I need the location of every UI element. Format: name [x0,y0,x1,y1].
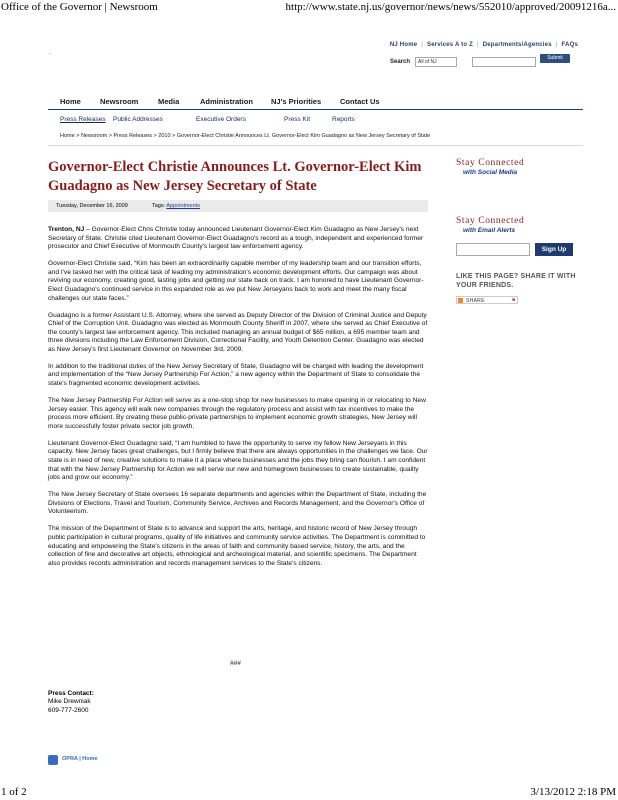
separator: | [555,42,558,48]
social-media-link[interactable]: with Social Media [463,169,518,176]
email-input[interactable] [456,243,530,256]
email-alerts-label: with Email Alerts [463,227,516,234]
subnav-executive-orders[interactable]: Executive Orders [196,116,246,123]
nav-media[interactable]: Media [158,97,180,106]
social-title: Stay Connected [456,158,525,168]
subnav-public-addresses[interactable]: Public Addresses [113,116,163,123]
search-scope-select[interactable]: All of NJ [415,57,457,67]
separator: | [421,42,424,48]
paragraph: In addition to the traditional duties of the New Jersey Secretary of State, Guadagno will be charged with leading the development and implementation of the “New Jersey Partnership For Action,” a new agency within the Department of State to consolidate the state's fragmented economic development activities. [48,362,424,388]
print-url: http://www.state.nj.us/governor/news/news/552010/approved/20091216a... [285,1,616,13]
paragraph: The New Jersey Partnership For Action will serve as a one-stop shop for new businesses to make opening in or relocating to New Jersey easier. This agency will walk new companies through the regulatory process and assist with tax incentives to make the process more efficient. By creating these public-private partnerships to implement economic growth strategies, New Jersey will more successfully foster private sector job growth. [48,397,426,430]
share-plus-icon: ■ [511,297,515,303]
article-meta [48,200,428,212]
press-contact-name: Mike Drewniak [48,698,91,706]
nav-administration[interactable]: Administration [200,97,253,106]
paragraph-text: – Governor-Elect Chris Christie today announced Lieutenant Governor-Elect Kim Guadagno as New Jersey's next Secretary of State. Christie cited Lieutenant Governor-Elect Guadagno's record as a tough, independent and experienced former prosecutor and Chief Executive of Monmouth County's largest law enforcement agency. [48,226,424,251]
article-title: Governor-Elect Christie Announces Lt. Governor-Elect Kim Guadagno as New Jersey Secretary of State [48,159,422,194]
utility-link-departments[interactable]: Departments/Agencies [482,42,552,48]
nav-newsroom[interactable]: Newsroom [100,97,139,106]
share-button[interactable] [456,296,518,304]
sign-up-button[interactable]: Sign Up [535,243,573,256]
nav-priorities[interactable]: NJ's Priorities [271,97,322,106]
article-date: Tuesday, December 16, 2009 [56,203,128,209]
paragraph: Guadagno is a former Assistant U.S. Attorney, where she served as Deputy Director of the Division of Criminal Justice and Deputy Chief of the Corruption Unit. Guadagno was elected as Monmouth County Sheriff in 2007, where she served as Chief Executive of the county's largest law enforcement agency. This included managing an annual budget of $65 million, a 695 member team and three divisions including the Law Enforcement Division, Correctional Facility, and Youth Detention Center. Guadagno was elected as New Jersey's first Lieutenant Governor on November 3rd, 2009. [48,311,428,353]
opra-label: OPRA | Home [62,756,98,762]
end-mark: ### [230,660,241,667]
print-page-title: Office of the Governor | Newsroom [1,1,158,13]
article-tags [152,203,200,209]
main-nav [48,94,583,110]
paragraph [48,226,428,252]
dot-mark: . [49,47,52,56]
share-label: SHARE [466,298,485,304]
search-bar [390,57,580,69]
nav-home[interactable]: Home [60,97,81,106]
opra-logo[interactable] [48,754,100,766]
press-contact-heading: Press Contact: [48,690,94,697]
subnav-press-kit[interactable]: Press Kit [284,116,311,123]
utility-link-nj-home[interactable]: NJ Home [389,42,418,48]
opra-icon [48,755,58,765]
print-page-count: 1 of 2 [1,786,27,798]
print-header [0,0,618,16]
breadcrumb[interactable]: Home > Newsroom > Press Releases > 2010 > Governor-Elect Christie Announces Lt. Governor-Elect Kim Guadagno as New Jersey Secretary of State [60,133,431,139]
subnav-reports[interactable]: Reports [332,116,355,123]
search-input[interactable] [472,57,536,67]
print-footer [0,784,618,800]
article-body [48,226,428,577]
press-contact [48,690,94,715]
breadcrumb-divider [48,145,583,146]
email-title: Stay Connected [456,216,525,226]
separator: | [476,42,479,48]
tag-link-appointments[interactable]: Appointments [166,203,201,209]
utility-links [390,42,578,48]
paragraph: The New Jersey Secretary of State oversees 16 separate departments and agencies within the Department of State, including the Divisions of Elections, Travel and Tourism, Community Service, Archives and Records Management, and the Governor's Office of Volunteerism. [48,491,427,516]
share-prompt: LIKE THIS PAGE? SHARE IT WITH YOUR FRIENDS. [456,273,576,289]
utility-link-faqs[interactable]: FAQs [561,42,578,48]
paragraph: Lieutenant Governor-Elect Guadagno said, “I am humbled to have the opportunity to serve my fellow New Jerseyans in this capacity. New Jersey faces great challenges, but I firmly believe that there are always opportunities in the challenges we face. Our state is in need of new, creative solutions to make it a place where businesses and the jobs they bring can flourish. I am confident that with the New Jersey Partnership for Action we will serve our new and homegrown businesses to create sustainable, quality jobs and grow our economy.” [48,439,428,482]
utility-link-services[interactable]: Services A to Z [427,42,473,48]
tags-label: Tags: [152,203,166,209]
press-contact-phone: 609-777-2600 [48,706,89,714]
paragraph: The mission of the Department of State is to advance and support the arts, heritage, and historic record of New Jersey through public participation in cultural programs, quality of life initiatives and community service activities. The Department is committed to educating and empowering the State's citizens in the areas of faith and community based service, history, the arts, and the collection of fine and decorative art objects, ethnological and archeological material, and scientific specimens. The Department also provides records administration and records management services to the State's citizens. [48,525,426,567]
dateline: Trenton, NJ [48,226,85,233]
print-timestamp: 3/13/2012 2:18 PM [530,786,616,798]
share-icon [458,298,463,303]
paragraph: Governor-Elect Christie said, “Kim has been an extraordinarily capable member of my leadership team and our transition efforts, and I've tasked her with the critical task of leading my administration's economic development efforts. Our campaign was about reviving our economy, creating good, lasting jobs and getting our state back on track. I am honored to have Lieutenant Governor-Elect Guadagno's continued service in this expanded role as we put New Jerseyans back to work and meet the many fiscal challenges our state faces.” [48,260,424,302]
search-submit-button[interactable]: Submit [540,54,570,63]
nav-contact[interactable]: Contact Us [340,97,380,106]
search-label: Search [390,59,411,65]
subnav-press-releases[interactable]: Press Releases [60,116,106,123]
